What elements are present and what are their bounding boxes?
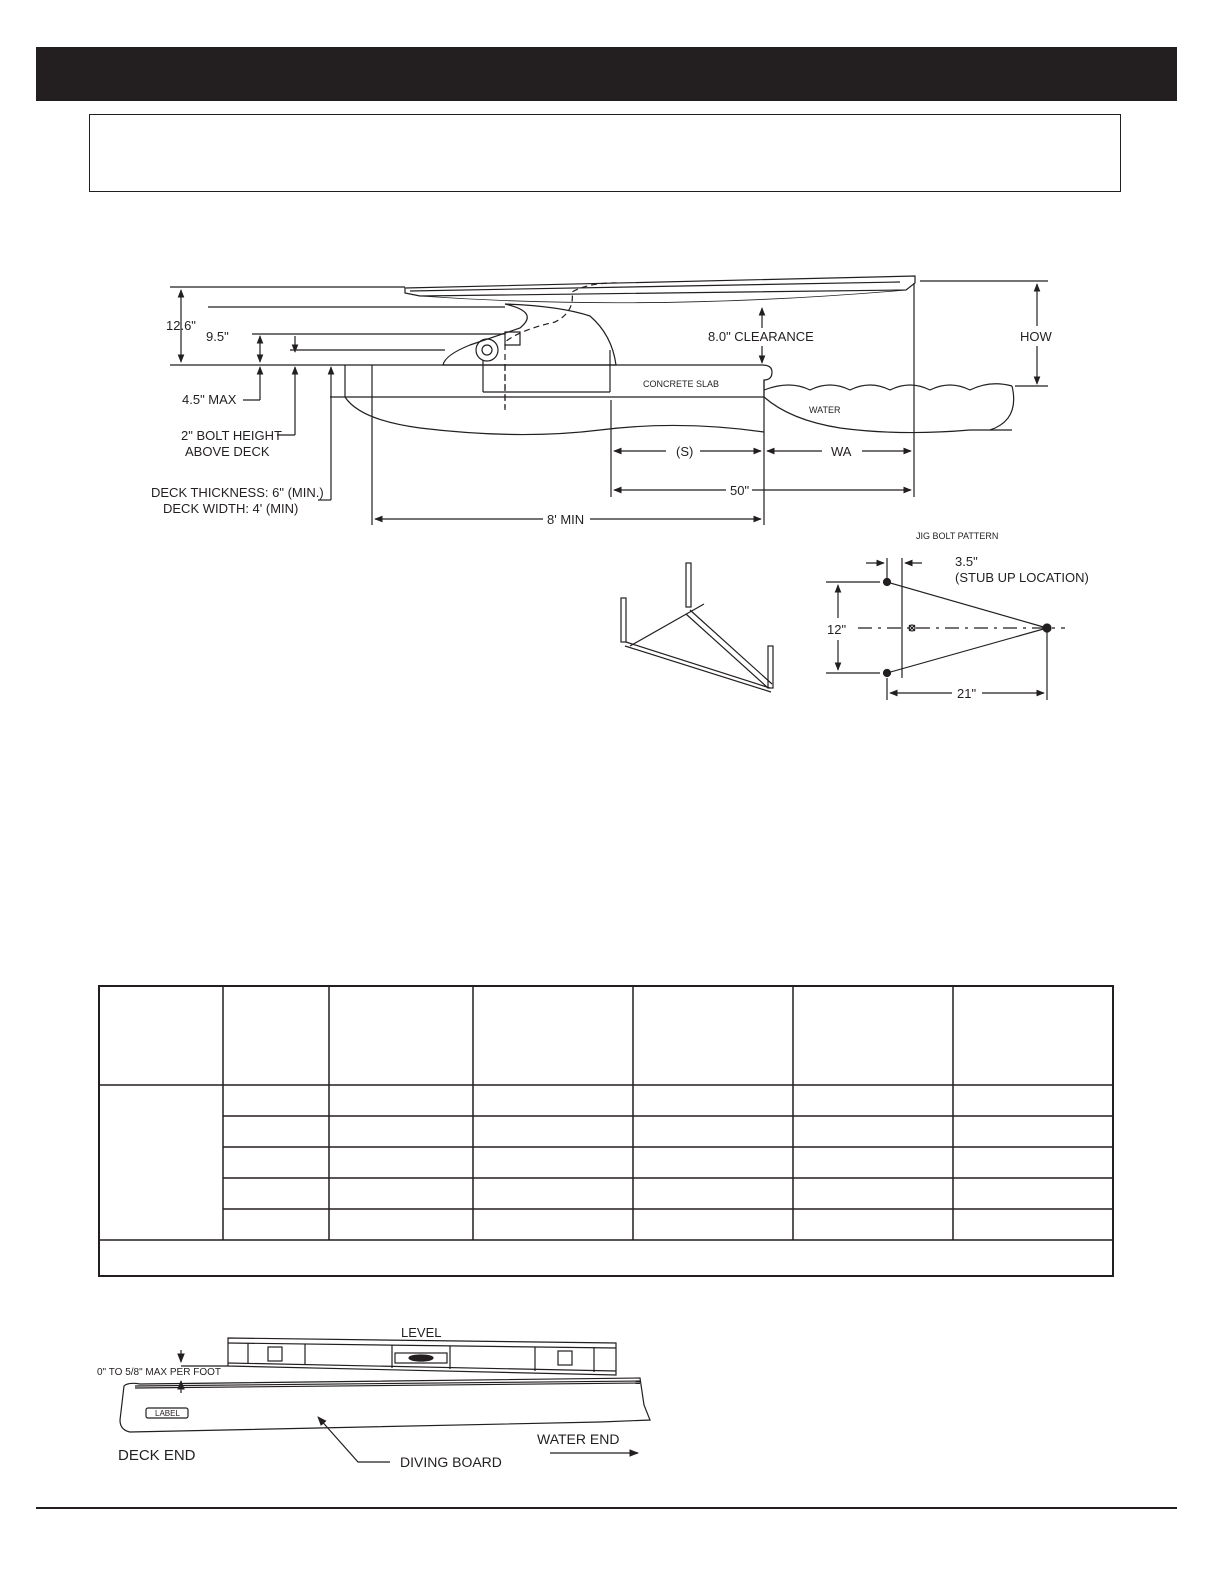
deck-width-label: DECK WIDTH: 4' (MIN) <box>163 501 299 516</box>
jig-bolt-title: JIG BOLT PATTERN <box>916 531 999 541</box>
deck-end-label: DECK END <box>118 1447 196 1464</box>
dim-total-height: 12.6" <box>166 318 196 333</box>
jig-length-label: 21" <box>957 686 977 701</box>
level-label: LEVEL <box>401 1325 442 1340</box>
dim-8min-label: 8' MIN <box>547 512 585 527</box>
slope-label: 0" TO 5/8" MAX PER FOOT <box>97 1367 221 1378</box>
stub-up-label: (STUB UP LOCATION) <box>955 570 1089 585</box>
clearance-label: 8.0" CLEARANCE <box>708 329 814 344</box>
water-end-label: WATER END <box>537 1431 620 1447</box>
water-label: WATER <box>809 405 841 415</box>
dim-wa-label: WA <box>831 444 852 459</box>
how-label: HOW <box>1020 329 1052 344</box>
dim-50-label: 50" <box>730 483 750 498</box>
concrete-slab-label: CONCRETE SLAB <box>643 379 720 389</box>
bolt-height-label-2: ABOVE DECK <box>185 444 270 459</box>
dim-bracket-height: 9.5" <box>206 329 229 344</box>
jig-offset-label: 3.5" <box>955 554 978 569</box>
dim-max-label: 4.5" MAX <box>182 392 237 407</box>
board-label-tag: LABEL <box>155 1409 180 1418</box>
footer-rule <box>36 1507 1177 1509</box>
bolt-height-label: 2" BOLT HEIGHT <box>181 428 282 443</box>
jig-height-label: 12" <box>827 622 847 637</box>
deck-thickness-label: DECK THICKNESS: 6" (MIN.) <box>151 485 324 500</box>
diving-board-label: DIVING BOARD <box>400 1454 502 1470</box>
dim-s-label: (S) <box>676 444 694 459</box>
